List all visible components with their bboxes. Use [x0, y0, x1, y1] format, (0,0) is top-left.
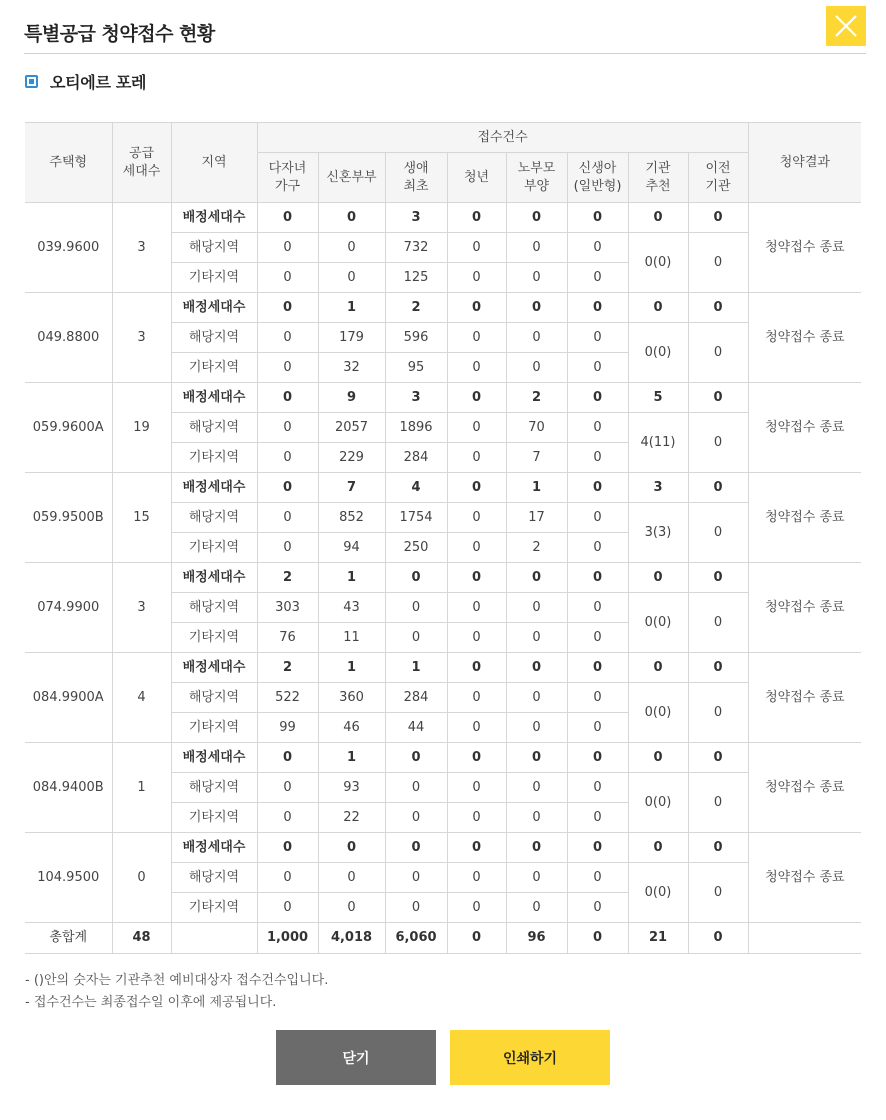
local-count-cell: 1896 — [385, 413, 447, 443]
allocation-cell: 0 — [688, 473, 748, 503]
row-label-other: 기타지역 — [171, 263, 257, 293]
local-count-cell: 0 — [385, 863, 447, 893]
total-value-cell: 6,060 — [385, 923, 447, 954]
institution-count-cell: 0(0) — [628, 773, 688, 833]
local-count-cell: 0 — [385, 773, 447, 803]
print-button[interactable]: 인쇄하기 — [450, 1030, 610, 1085]
header-category-label: 가구 — [274, 178, 301, 194]
row-label-local: 해당지역 — [171, 233, 257, 263]
supply-units-cell: 15 — [112, 473, 171, 563]
local-count-cell: 0 — [447, 503, 506, 533]
other-count-cell: 0 — [257, 263, 318, 293]
allocation-cell: 1 — [318, 743, 385, 773]
institution-count-cell: 0(0) — [628, 233, 688, 293]
house-type-cell: 059.9500B — [25, 473, 112, 563]
allocation-cell: 0 — [567, 383, 628, 413]
header-category-label: (일반형) — [573, 178, 622, 194]
allocation-cell: 0 — [506, 653, 567, 683]
local-count-cell: 0 — [447, 593, 506, 623]
header-application-count: 접수건수 — [257, 123, 748, 153]
allocation-cell: 0 — [257, 293, 318, 323]
row-label-allocation: 배정세대수 — [171, 563, 257, 593]
supply-units-cell: 3 — [112, 293, 171, 383]
allocation-cell: 0 — [628, 743, 688, 773]
local-count-cell: 732 — [385, 233, 447, 263]
allocation-cell: 0 — [447, 833, 506, 863]
page-title: 특별공급 청약접수 현황 — [24, 23, 215, 45]
allocation-cell: 2 — [385, 293, 447, 323]
relocation-count-cell: 0 — [688, 773, 748, 833]
note-line: - ()안의 숫자는 기관추천 예비대상자 접수건수입니다. — [25, 973, 329, 988]
allocation-cell: 0 — [688, 203, 748, 233]
relocation-count-cell: 0 — [688, 503, 748, 563]
allocation-cell: 0 — [688, 743, 748, 773]
local-count-cell: 852 — [318, 503, 385, 533]
allocation-cell: 0 — [567, 743, 628, 773]
allocation-cell: 0 — [628, 203, 688, 233]
row-label-other: 기타지역 — [171, 893, 257, 923]
allocation-cell: 3 — [385, 203, 447, 233]
allocation-cell: 0 — [447, 563, 506, 593]
local-count-cell: 0 — [447, 773, 506, 803]
local-count-cell: 284 — [385, 683, 447, 713]
row-label-other: 기타지역 — [171, 623, 257, 653]
other-count-cell: 0 — [506, 263, 567, 293]
local-count-cell: 0 — [567, 413, 628, 443]
relocation-count-cell: 0 — [688, 683, 748, 743]
supply-units-cell: 3 — [112, 203, 171, 293]
table-row — [25, 653, 861, 683]
other-count-cell: 0 — [567, 623, 628, 653]
allocation-cell: 0 — [257, 383, 318, 413]
row-label-local: 해당지역 — [171, 593, 257, 623]
other-count-cell: 284 — [385, 443, 447, 473]
header-supply-units: 공급 세대수 — [112, 123, 171, 203]
allocation-cell: 0 — [688, 293, 748, 323]
allocation-cell: 0 — [447, 203, 506, 233]
supply-units-cell: 1 — [112, 743, 171, 833]
local-count-cell: 70 — [506, 413, 567, 443]
header-category-label: 생애 — [403, 160, 429, 176]
row-label-allocation: 배정세대수 — [171, 653, 257, 683]
other-count-cell: 46 — [318, 713, 385, 743]
local-count-cell: 0 — [257, 863, 318, 893]
close-popup-button[interactable]: 닫기 — [276, 1030, 436, 1085]
institution-count-cell: 3(3) — [628, 503, 688, 563]
allocation-cell: 0 — [506, 743, 567, 773]
row-label-other: 기타지역 — [171, 443, 257, 473]
table-row — [25, 383, 861, 413]
header-category-label: 부양 — [523, 178, 550, 194]
row-label-allocation: 배정세대수 — [171, 203, 257, 233]
other-count-cell: 0 — [506, 353, 567, 383]
total-label: 총합계 — [25, 923, 112, 954]
allocation-cell: 0 — [257, 473, 318, 503]
other-count-cell: 7 — [506, 443, 567, 473]
allocation-cell: 0 — [688, 563, 748, 593]
institution-count-cell: 4(11) — [628, 413, 688, 473]
allocation-cell: 0 — [257, 743, 318, 773]
table-row — [25, 203, 861, 233]
total-units-cell: 48 — [112, 923, 171, 954]
close-x-icon — [834, 14, 858, 38]
other-count-cell: 0 — [447, 713, 506, 743]
local-count-cell: 0 — [257, 233, 318, 263]
other-count-cell: 94 — [318, 533, 385, 563]
total-value-cell: 96 — [506, 923, 567, 954]
header-category — [257, 153, 318, 203]
header-category — [385, 153, 447, 203]
application-status-table — [25, 122, 861, 954]
allocation-cell: 0 — [506, 293, 567, 323]
allocation-cell: 0 — [567, 203, 628, 233]
local-count-cell: 0 — [567, 863, 628, 893]
allocation-cell: 0 — [628, 833, 688, 863]
other-count-cell: 22 — [318, 803, 385, 833]
total-value-cell: 1,000 — [257, 923, 318, 954]
house-type-cell: 059.9600A — [25, 383, 112, 473]
other-count-cell: 0 — [567, 803, 628, 833]
close-button[interactable] — [826, 6, 866, 46]
other-count-cell: 0 — [257, 443, 318, 473]
allocation-cell: 1 — [385, 653, 447, 683]
other-count-cell: 0 — [447, 623, 506, 653]
row-label-other: 기타지역 — [171, 803, 257, 833]
local-count-cell: 0 — [567, 503, 628, 533]
header-category-label: 신혼부부 — [326, 169, 377, 185]
allocation-cell: 2 — [257, 653, 318, 683]
result-cell: 청약접수 종료 — [748, 383, 861, 473]
allocation-cell: 0 — [385, 833, 447, 863]
row-label-allocation: 배정세대수 — [171, 833, 257, 863]
local-count-cell: 0 — [385, 593, 447, 623]
allocation-cell: 0 — [567, 473, 628, 503]
other-count-cell: 0 — [447, 353, 506, 383]
header-category-label: 최초 — [403, 178, 429, 194]
popup-header — [24, 0, 866, 54]
other-count-cell: 250 — [385, 533, 447, 563]
result-cell: 청약접수 종료 — [748, 833, 861, 923]
relocation-count-cell: 0 — [688, 413, 748, 473]
allocation-cell: 0 — [318, 203, 385, 233]
row-label-other: 기타지역 — [171, 533, 257, 563]
relocation-count-cell: 0 — [688, 593, 748, 653]
local-count-cell: 0 — [257, 773, 318, 803]
other-count-cell: 125 — [385, 263, 447, 293]
allocation-cell: 0 — [385, 743, 447, 773]
relocation-count-cell: 0 — [688, 233, 748, 293]
header-category-label: 청년 — [463, 169, 490, 185]
other-count-cell: 0 — [567, 353, 628, 383]
complex-name-heading — [25, 71, 146, 91]
house-type-cell: 074.9900 — [25, 563, 112, 653]
supply-units-cell: 4 — [112, 653, 171, 743]
header-category-label: 이전 — [705, 160, 731, 176]
allocation-cell: 3 — [385, 383, 447, 413]
total-value-cell: 21 — [628, 923, 688, 954]
other-count-cell: 0 — [257, 893, 318, 923]
other-count-cell: 0 — [567, 713, 628, 743]
total-row — [25, 923, 861, 954]
relocation-count-cell: 0 — [688, 863, 748, 923]
local-count-cell: 0 — [447, 683, 506, 713]
local-count-cell: 360 — [318, 683, 385, 713]
table-row — [25, 563, 861, 593]
local-count-cell: 0 — [567, 233, 628, 263]
other-count-cell: 0 — [567, 893, 628, 923]
institution-count-cell: 0(0) — [628, 863, 688, 923]
header-category — [447, 153, 506, 203]
row-label-allocation: 배정세대수 — [171, 473, 257, 503]
local-count-cell: 0 — [567, 773, 628, 803]
house-type-cell: 049.8800 — [25, 293, 112, 383]
allocation-cell: 0 — [447, 473, 506, 503]
other-count-cell: 76 — [257, 623, 318, 653]
row-label-local: 해당지역 — [171, 773, 257, 803]
total-value-cell: 4,018 — [318, 923, 385, 954]
local-count-cell: 0 — [447, 413, 506, 443]
local-count-cell: 0 — [567, 323, 628, 353]
header-category — [688, 153, 748, 203]
header-category-label: 신생아 — [578, 160, 617, 176]
other-count-cell: 0 — [318, 263, 385, 293]
row-label-local: 해당지역 — [171, 503, 257, 533]
supply-units-cell: 3 — [112, 563, 171, 653]
header-category — [506, 153, 567, 203]
header-house-type: 주택형 — [25, 123, 112, 203]
other-count-cell: 0 — [257, 803, 318, 833]
local-count-cell: 0 — [506, 323, 567, 353]
header-region: 지역 — [171, 123, 257, 203]
result-cell: 청약접수 종료 — [748, 473, 861, 563]
other-count-cell: 0 — [447, 533, 506, 563]
header-category — [318, 153, 385, 203]
allocation-cell: 1 — [506, 473, 567, 503]
other-count-cell: 0 — [447, 803, 506, 833]
local-count-cell: 0 — [257, 323, 318, 353]
table-row — [25, 743, 861, 773]
other-count-cell: 95 — [385, 353, 447, 383]
table-row — [25, 833, 861, 863]
row-label-other: 기타지역 — [171, 353, 257, 383]
note-line: - 접수건수는 최종접수일 이후에 제공됩니다. — [25, 995, 277, 1010]
other-count-cell: 229 — [318, 443, 385, 473]
local-count-cell: 0 — [567, 593, 628, 623]
local-count-cell: 0 — [506, 683, 567, 713]
other-count-cell: 11 — [318, 623, 385, 653]
allocation-cell: 0 — [506, 203, 567, 233]
other-count-cell: 0 — [567, 263, 628, 293]
allocation-cell: 0 — [567, 293, 628, 323]
other-count-cell: 0 — [447, 263, 506, 293]
allocation-cell: 0 — [318, 833, 385, 863]
row-label-other: 기타지역 — [171, 713, 257, 743]
result-cell: 청약접수 종료 — [748, 203, 861, 293]
local-count-cell: 17 — [506, 503, 567, 533]
row-label-allocation: 배정세대수 — [171, 383, 257, 413]
table-row — [25, 293, 861, 323]
house-type-cell: 084.9400B — [25, 743, 112, 833]
total-value-cell: 0 — [688, 923, 748, 954]
allocation-cell: 4 — [385, 473, 447, 503]
other-count-cell: 0 — [385, 803, 447, 833]
local-count-cell: 522 — [257, 683, 318, 713]
result-cell: 청약접수 종료 — [748, 743, 861, 833]
local-count-cell: 0 — [318, 233, 385, 263]
allocation-cell: 9 — [318, 383, 385, 413]
allocation-cell: 2 — [257, 563, 318, 593]
house-type-cell: 104.9500 — [25, 833, 112, 923]
other-count-cell: 0 — [506, 803, 567, 833]
allocation-cell: 0 — [447, 743, 506, 773]
local-count-cell: 303 — [257, 593, 318, 623]
allocation-cell: 5 — [628, 383, 688, 413]
other-count-cell: 0 — [385, 893, 447, 923]
allocation-cell: 0 — [688, 833, 748, 863]
header-category-label: 노부모 — [517, 160, 556, 176]
allocation-cell: 1 — [318, 563, 385, 593]
allocation-cell: 7 — [318, 473, 385, 503]
header-category — [567, 153, 628, 203]
allocation-cell: 0 — [567, 653, 628, 683]
header-category-label: 추천 — [645, 178, 671, 194]
other-count-cell: 0 — [506, 623, 567, 653]
result-cell: 청약접수 종료 — [748, 563, 861, 653]
local-count-cell: 0 — [506, 233, 567, 263]
allocation-cell: 0 — [257, 203, 318, 233]
allocation-cell: 0 — [567, 833, 628, 863]
local-count-cell: 0 — [506, 593, 567, 623]
header-category — [628, 153, 688, 203]
total-result-cell — [748, 923, 861, 954]
local-count-cell: 0 — [506, 863, 567, 893]
allocation-cell: 0 — [628, 563, 688, 593]
allocation-cell: 0 — [447, 383, 506, 413]
local-count-cell: 0 — [318, 863, 385, 893]
local-count-cell: 179 — [318, 323, 385, 353]
row-label-allocation: 배정세대수 — [171, 293, 257, 323]
row-label-local: 해당지역 — [171, 863, 257, 893]
allocation-cell: 0 — [385, 563, 447, 593]
allocation-cell: 0 — [688, 653, 748, 683]
other-count-cell: 0 — [447, 443, 506, 473]
other-count-cell: 0 — [385, 623, 447, 653]
allocation-cell: 1 — [318, 653, 385, 683]
row-label-local: 해당지역 — [171, 323, 257, 353]
institution-count-cell: 0(0) — [628, 683, 688, 743]
complex-name: 오티에르 포레 — [50, 72, 147, 92]
allocation-cell: 2 — [506, 383, 567, 413]
total-value-cell: 0 — [567, 923, 628, 954]
other-count-cell: 0 — [257, 353, 318, 383]
row-label-allocation: 배정세대수 — [171, 743, 257, 773]
other-count-cell: 0 — [506, 713, 567, 743]
house-type-cell: 039.9600 — [25, 203, 112, 293]
other-count-cell: 44 — [385, 713, 447, 743]
total-region-cell — [171, 923, 257, 954]
row-label-local: 해당지역 — [171, 413, 257, 443]
notes — [25, 970, 328, 1014]
house-type-cell: 084.9900A — [25, 653, 112, 743]
other-count-cell: 0 — [257, 533, 318, 563]
header-result: 청약결과 — [748, 123, 861, 203]
other-count-cell: 0 — [318, 893, 385, 923]
supply-units-cell: 0 — [112, 833, 171, 923]
row-label-local: 해당지역 — [171, 683, 257, 713]
result-cell: 청약접수 종료 — [748, 653, 861, 743]
table-row — [25, 473, 861, 503]
local-count-cell: 2057 — [318, 413, 385, 443]
relocation-count-cell: 0 — [688, 323, 748, 383]
total-value-cell: 0 — [447, 923, 506, 954]
allocation-cell: 0 — [628, 293, 688, 323]
other-count-cell: 0 — [506, 893, 567, 923]
local-count-cell: 0 — [257, 503, 318, 533]
allocation-cell: 1 — [318, 293, 385, 323]
allocation-cell: 0 — [257, 833, 318, 863]
local-count-cell: 93 — [318, 773, 385, 803]
other-count-cell: 99 — [257, 713, 318, 743]
institution-count-cell: 0(0) — [628, 323, 688, 383]
other-count-cell: 0 — [447, 893, 506, 923]
allocation-cell: 0 — [628, 653, 688, 683]
allocation-cell: 0 — [506, 833, 567, 863]
header-category-label: 기관 — [645, 160, 671, 176]
supply-units-cell: 19 — [112, 383, 171, 473]
other-count-cell: 2 — [506, 533, 567, 563]
header-category-label: 기관 — [705, 178, 731, 194]
allocation-cell: 0 — [567, 563, 628, 593]
local-count-cell: 0 — [447, 323, 506, 353]
local-count-cell: 596 — [385, 323, 447, 353]
header-category-label: 다자녀 — [268, 160, 307, 176]
other-count-cell: 0 — [567, 443, 628, 473]
result-cell: 청약접수 종료 — [748, 293, 861, 383]
allocation-cell: 0 — [447, 653, 506, 683]
allocation-cell: 3 — [628, 473, 688, 503]
allocation-cell: 0 — [506, 563, 567, 593]
allocation-cell: 0 — [447, 293, 506, 323]
local-count-cell: 0 — [506, 773, 567, 803]
institution-count-cell: 0(0) — [628, 593, 688, 653]
local-count-cell: 0 — [447, 863, 506, 893]
square-bullet-icon — [25, 75, 38, 88]
other-count-cell: 0 — [567, 533, 628, 563]
allocation-cell: 0 — [688, 383, 748, 413]
local-count-cell: 0 — [257, 413, 318, 443]
other-count-cell: 32 — [318, 353, 385, 383]
local-count-cell: 43 — [318, 593, 385, 623]
local-count-cell: 0 — [447, 233, 506, 263]
local-count-cell: 0 — [567, 683, 628, 713]
local-count-cell: 1754 — [385, 503, 447, 533]
